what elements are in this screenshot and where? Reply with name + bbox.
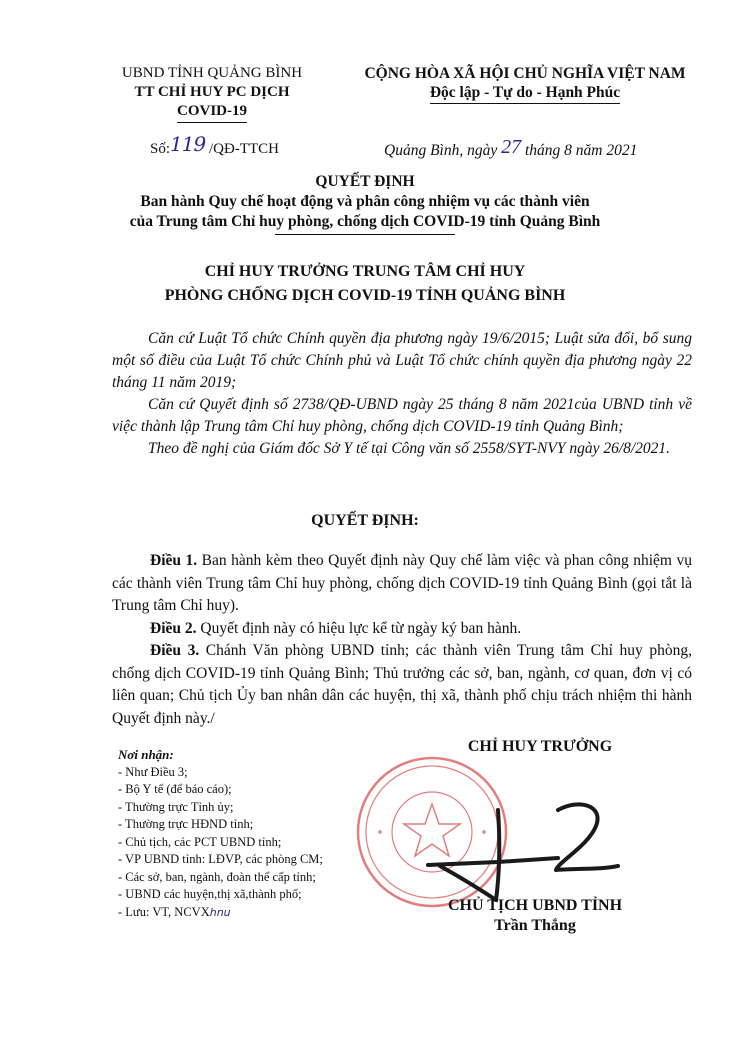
recipient-item: - Bộ Y tế (để báo cáo); xyxy=(118,782,232,796)
decision-heading: QUYẾT ĐỊNH: xyxy=(311,512,419,529)
article-2 xyxy=(112,618,692,641)
signer-position: CHỦ TỊCH UBND TỈNH xyxy=(447,897,623,914)
date-handwritten-day: 27 xyxy=(501,136,522,158)
recipient-item: - Chủ tịch, các PCT UBND tỉnh; xyxy=(118,834,282,849)
article-1 xyxy=(112,550,692,618)
subject-line-2: của Trung tâm Chỉ huy phòng, chống dịch COVID-19 tỉnh Quảng Bình xyxy=(129,213,601,230)
recipient-item: - Thường trực Tỉnh ủy; xyxy=(118,799,234,814)
signer-name: Trần Thắng xyxy=(494,917,576,934)
article-label: Điều 3. xyxy=(150,642,200,659)
article-label: Điều 2. xyxy=(150,619,197,637)
nation-line-1: CỘNG HÒA XÃ HỘI CHỦ NGHĨA VIỆT NAM xyxy=(364,65,686,82)
national-motto xyxy=(345,64,705,104)
document-title xyxy=(100,172,630,235)
article-label: Điều 1. xyxy=(150,552,198,569)
archive-initials: hnu xyxy=(209,905,231,919)
article-text: Ban hành kèm theo Quyết định này Quy chế làm việc và phan công nhiệm vụ các thành viên Trung tâm Chỉ huy phòng, chống dịch COVID-19 tỉnh Quảng Bình (gọi tắt là Trung tâm Chỉ huy). xyxy=(112,552,692,614)
agency-line-1: UBND TỈNH QUẢNG BÌNH xyxy=(121,65,303,81)
document-date xyxy=(384,138,637,161)
number-handwritten: 119 xyxy=(170,132,206,156)
subject-line-1: Ban hành Quy chế hoạt động và phân công nhiệm vụ các thành viên xyxy=(140,193,590,210)
recipient-item: - Thường trực HĐND tỉnh; xyxy=(118,817,254,831)
doc-type: QUYẾT ĐỊNH xyxy=(315,173,415,190)
articles xyxy=(112,550,692,730)
recipient-item: - Các sở, ban, ngành, đoàn thể cấp tỉnh; xyxy=(118,869,316,884)
date-prefix: Quảng Bình, ngày xyxy=(384,142,502,159)
number-prefix: Số: xyxy=(150,141,171,157)
agency-line-3: COVID-19 xyxy=(177,102,247,123)
title-divider xyxy=(275,234,455,235)
article-text: Chánh Văn phòng UBND tỉnh; các thành viên Trung tâm Chỉ huy phòng, chống dịch COVID-19 tỉnh Quảng Bình; Thủ trưởng các sở, ban, ngành, cơ quan, đơn vị có liên quan; Chủ tịch Ủy ban nhân dân các huyện, thị xã, thành phố chịu trách nhiệm thi hành Quyết định này./ xyxy=(112,642,693,727)
authority-line-2: PHÒNG CHỐNG DỊCH COVID-19 TỈNH QUẢNG BÌNH xyxy=(164,287,566,304)
authority-line-1: CHỈ HUY TRƯỞNG TRUNG TÂM CHỈ HUY xyxy=(204,263,526,280)
nation-line-2: Độc lập - Tự do - Hạnh Phúc xyxy=(430,83,620,104)
recipient-item: - Như Điều 3; xyxy=(118,764,188,779)
number-suffix: /QĐ-TTCH xyxy=(205,141,279,157)
recipient-item: - VP UBND tỉnh: LĐVP, các phòng CM; xyxy=(118,852,323,866)
date-suffix: tháng 8 năm 2021 xyxy=(521,142,638,159)
document-number xyxy=(150,134,279,158)
basis-paragraph: Căn cứ Quyết định số 2738/QĐ-UBND ngày 25 tháng 8 năm 2021của UBND tỉnh về việc thành lập Trung tâm Chỉ huy phòng, chống dịch COVID-19 tỉnh Quảng Bình; xyxy=(112,396,692,435)
recipient-item: - UBND các huyện,thị xã,thành phố; xyxy=(118,887,302,901)
article-text: Quyết định này có hiệu lực kể từ ngày ký ban hành. xyxy=(196,619,522,637)
agency-line-2: TT CHỈ HUY PC DỊCH xyxy=(134,84,290,100)
basis-paragraph: Theo đề nghị của Giám đốc Sở Y tế tại Công văn số 2558/SYT-NVY ngày 26/8/2021. xyxy=(148,440,671,457)
recipient-item-archive: - Lưu: VT, NCVXhnu xyxy=(118,904,231,919)
article-3 xyxy=(112,640,692,730)
basis-paragraph: Căn cứ Luật Tổ chức Chính quyền địa phương ngày 19/6/2015; Luật sửa đổi, bổ sung một số điều của Luật Tổ chức Chính phủ và Luật Tổ chức chính quyền địa phương ngày 22 tháng 11 năm 2019; xyxy=(112,330,692,391)
issuing-agency xyxy=(112,64,312,123)
signer-title: CHỈ HUY TRƯỞNG xyxy=(467,738,613,755)
issuing-authority xyxy=(100,260,630,308)
recipients-heading: Nơi nhận: xyxy=(118,747,174,762)
legal-basis xyxy=(112,328,692,460)
